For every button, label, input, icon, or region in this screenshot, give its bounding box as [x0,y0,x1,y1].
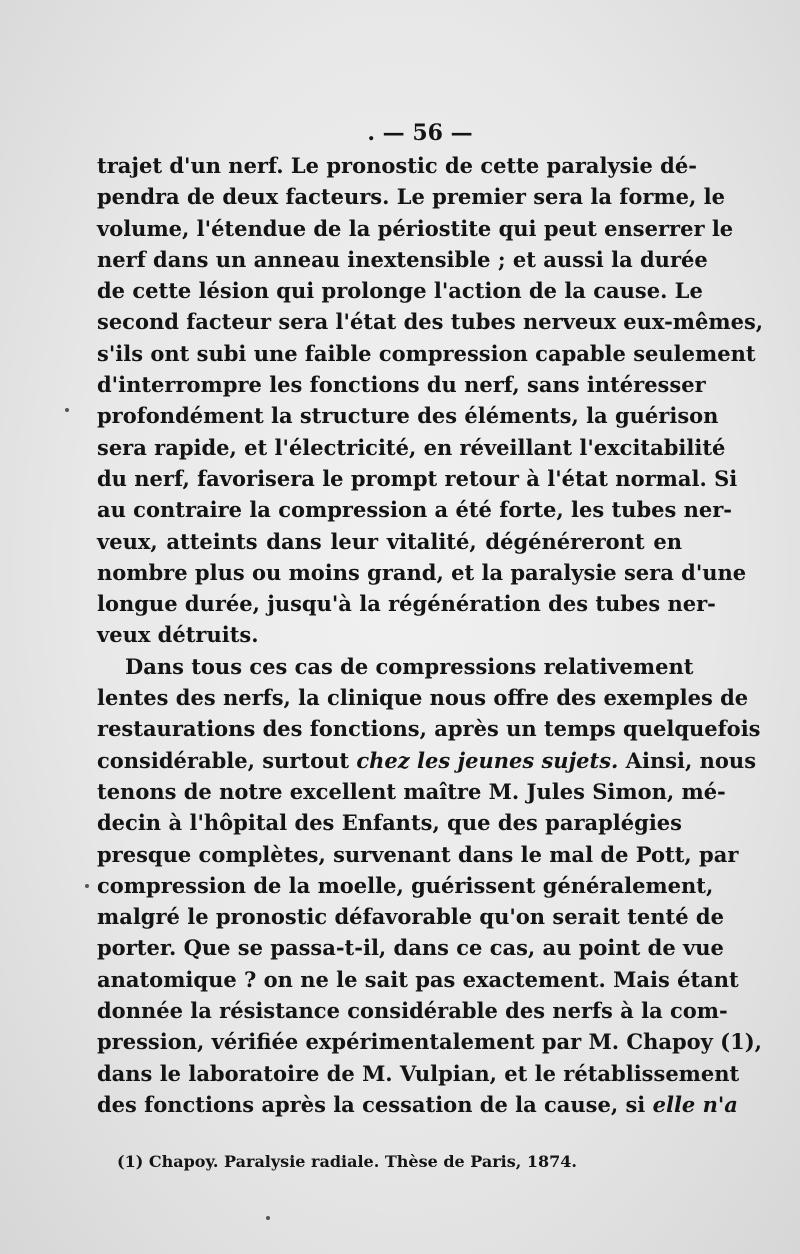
text-line: de cette lésion qui prolonge l'action de la cause. Le [97,278,703,304]
text-line: veux détruits. [97,622,259,648]
text-line: presque complètes, survenant dans le mal de Pott, par [97,841,739,867]
text-line: nombre plus ou moins grand, et la paralysie sera d'une [97,559,747,585]
print-speck [85,884,89,888]
page-number: . — 56 — [367,120,473,146]
text-segment: des fonctions après la cessation de la cause, si [97,1091,646,1117]
print-speck [65,408,69,412]
text-line: profondément la structure des éléments, la guérison [97,403,719,429]
text-line: du nerf, favorisera le prompt retour à l'état normal. Si [97,465,738,491]
text-line: au contraire la compression a été forte, les tubes ner- [97,497,733,523]
text-line: lentes des nerfs, la clinique nous offre des exemples de [97,685,749,711]
text-segment: Ainsi, nous [618,747,757,773]
text-line: decin à l'hôpital des Enfants, que des paraplégies [97,810,682,836]
text-line: tenons de notre excellent maître M. Jules Simon, mé- [97,778,726,804]
text-line: donnée la résistance considérable des nerfs à la com- [97,998,728,1024]
body-text [97,150,764,1120]
text-line-mixed [97,1089,738,1120]
text-line: d'interrompre les fonctions du nerf, sans intéresser [97,372,706,398]
text-segment: considérable, surtout [97,747,350,773]
italic-phrase: elle n'a [652,1091,738,1117]
text-line: s'ils ont subi une faible compression capable seulement [97,340,756,366]
text-line: anatomique ? on ne le sait pas exactement. Mais étant [97,966,739,992]
footnote: (1) Chapoy. Paralysie radiale. Thèse de Paris, 1874. [117,1152,577,1171]
text-line: veux, atteints dans leur vitalité, dégénéreront en [97,528,682,554]
text-line: pression, vérifiée expérimentalement par M. Chapoy (1), [97,1029,762,1055]
text-line: dans le laboratoire de M. Vulpian, et le rétablissement [97,1060,740,1086]
text-line: compression de la moelle, guérissent généralement, [97,872,714,898]
text-line-mixed [97,745,757,776]
text-line: second facteur sera l'état des tubes nerveux eux-mêmes, [97,309,764,335]
text-line: pendra de deux facteurs. Le premier sera la forme, le [97,184,725,210]
text-line: restaurations des fonctions, après un temps quelquefois [97,716,761,742]
text-line: porter. Que se passa-t-il, dans ce cas, au point de vue [97,935,724,961]
print-speck [266,1216,270,1220]
text-line: volume, l'étendue de la périostite qui peut enserrer le [97,215,734,241]
text-line: sera rapide, et l'électricité, en réveillant l'excitabilité [97,434,726,460]
italic-phrase: chez les jeunes sujets. [356,747,619,773]
text-line: longue durée, jusqu'à la régénération des tubes ner- [97,591,716,617]
text-line: malgré le pronostic défavorable qu'on serait tenté de [97,904,724,930]
text-line: trajet d'un nerf. Le pronostic de cette paralysie dé- [97,153,697,178]
text-line: Dans tous ces cas de compressions relativement [125,653,694,679]
text-line: nerf dans un anneau inextensible ; et aussi la durée [97,246,708,272]
